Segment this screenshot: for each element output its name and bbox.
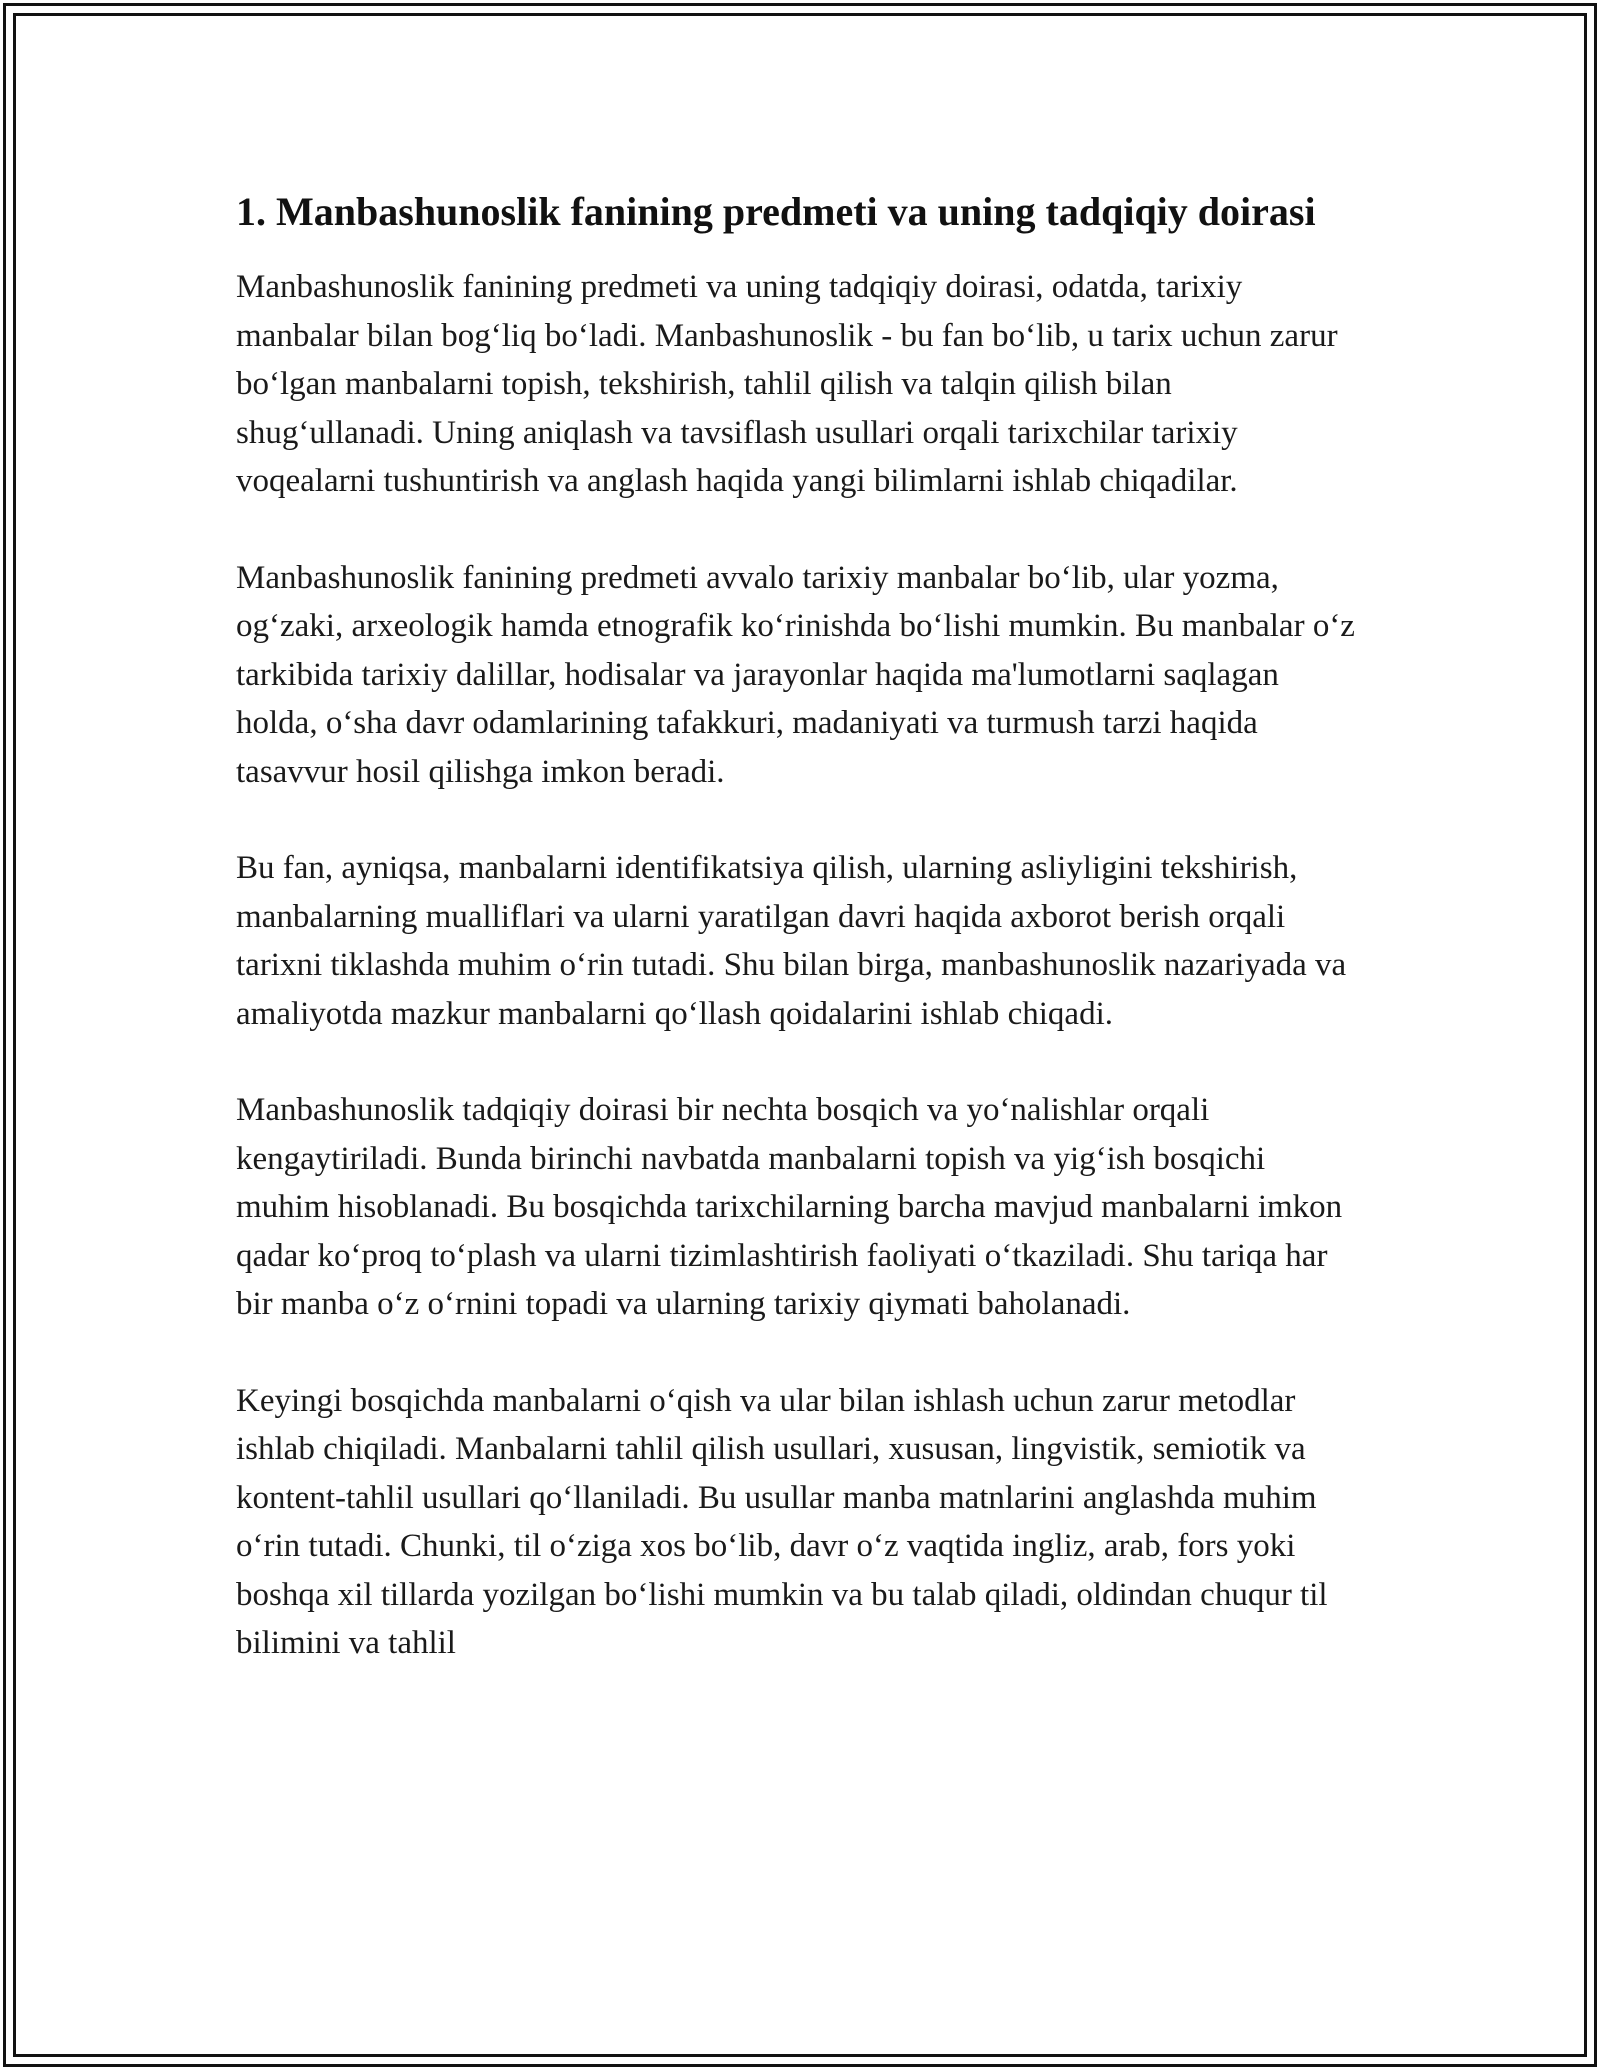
paragraph-1: Manbashunoslik fanining predmeti va uning tadqiqiy doirasi, odatda, tarixiy manbalar bilan bog‘liq bo‘ladi. Manbashunoslik - bu fan bo‘lib, u tarix uchun zarur bo‘lgan manbalarni topish, tekshirish, tahlil qilish va talqin qilish bilan shug‘ullanadi. Uning aniqlash va tavsiflash usullari orqali tarixchilar tarixiy voqealarni tushuntirish va anglash haqida yangi bilimlarni ishlab chiqadilar. — [236, 269, 1338, 499]
section-heading: 1. Manbashunoslik fanining predmeti va uning tadqiqiy doirasi — [236, 189, 1316, 234]
paragraph-2: Manbashunoslik fanining predmeti avvalo tarixiy manbalar bo‘lib, ular yozma, og‘zaki, arxeologik hamda etnografik ko‘rinishda bo‘lishi mumkin. Bu manbalar o‘z tarkibida tarixiy dalillar, hodisalar va jarayonlar haqida ma'lumotlarni saqlagan holda, o‘sha davr odamlarining tafakkuri, madaniyati va turmush tarzi haqida tasavvur hosil qilishga imkon beradi. — [236, 559, 1355, 790]
paragraph-3: Bu fan, ayniqsa, manbalarni identifikatsiya qilish, ularning asliyligini tekshirish, manbalarning mualliflari va ularni yaratilgan davri haqida axborot berish orqali tarixni tiklashda muhim o‘rin tutadi. Shu bilan birga, manbashunoslik nazariyada va amaliyotda mazkur manbalarni qo‘llash qoidalarini ishlab chiqadi. — [236, 850, 1347, 1032]
document-body — [236, 185, 1366, 1716]
paragraph-5: Keyingi bosqichda manbalarni o‘qish va ular bilan ishlash uchun zarur metodlar ishlab chiqiladi. Manbalarni tahlil qilish usullari, xususan, lingvistik, semiotik va kontent-tahlil usullari qo‘llaniladi. Bu usullar manba matnlarini anglashda muhim o‘rin tutadi. Chunki, til o‘ziga xos bo‘lib, davr o‘z vaqtida ingliz, arab, fors yoki boshqa xil tillarda yozilgan bo‘lishi mumkin va bu talab qiladi, oldindan chuqur til bilimini va tahlil — [236, 1382, 1328, 1661]
paragraph-4: Manbashunoslik tadqiqiy doirasi bir nechta bosqich va yo‘nalishlar orqali kengaytiriladi. Bunda birinchi navbatda manbalarni topish va yig‘ish bosqichi muhim hisoblanadi. Bu bosqichda tarixchilarning barcha mavjud manbalarni imkon qadar ko‘proq to‘plash va ularni tizimlashtirish faoliyati o‘tkaziladi. Shu tariqa har bir manba o‘z o‘rnini topadi va ularning tarixiy qiymati baholanadi. — [236, 1092, 1343, 1322]
